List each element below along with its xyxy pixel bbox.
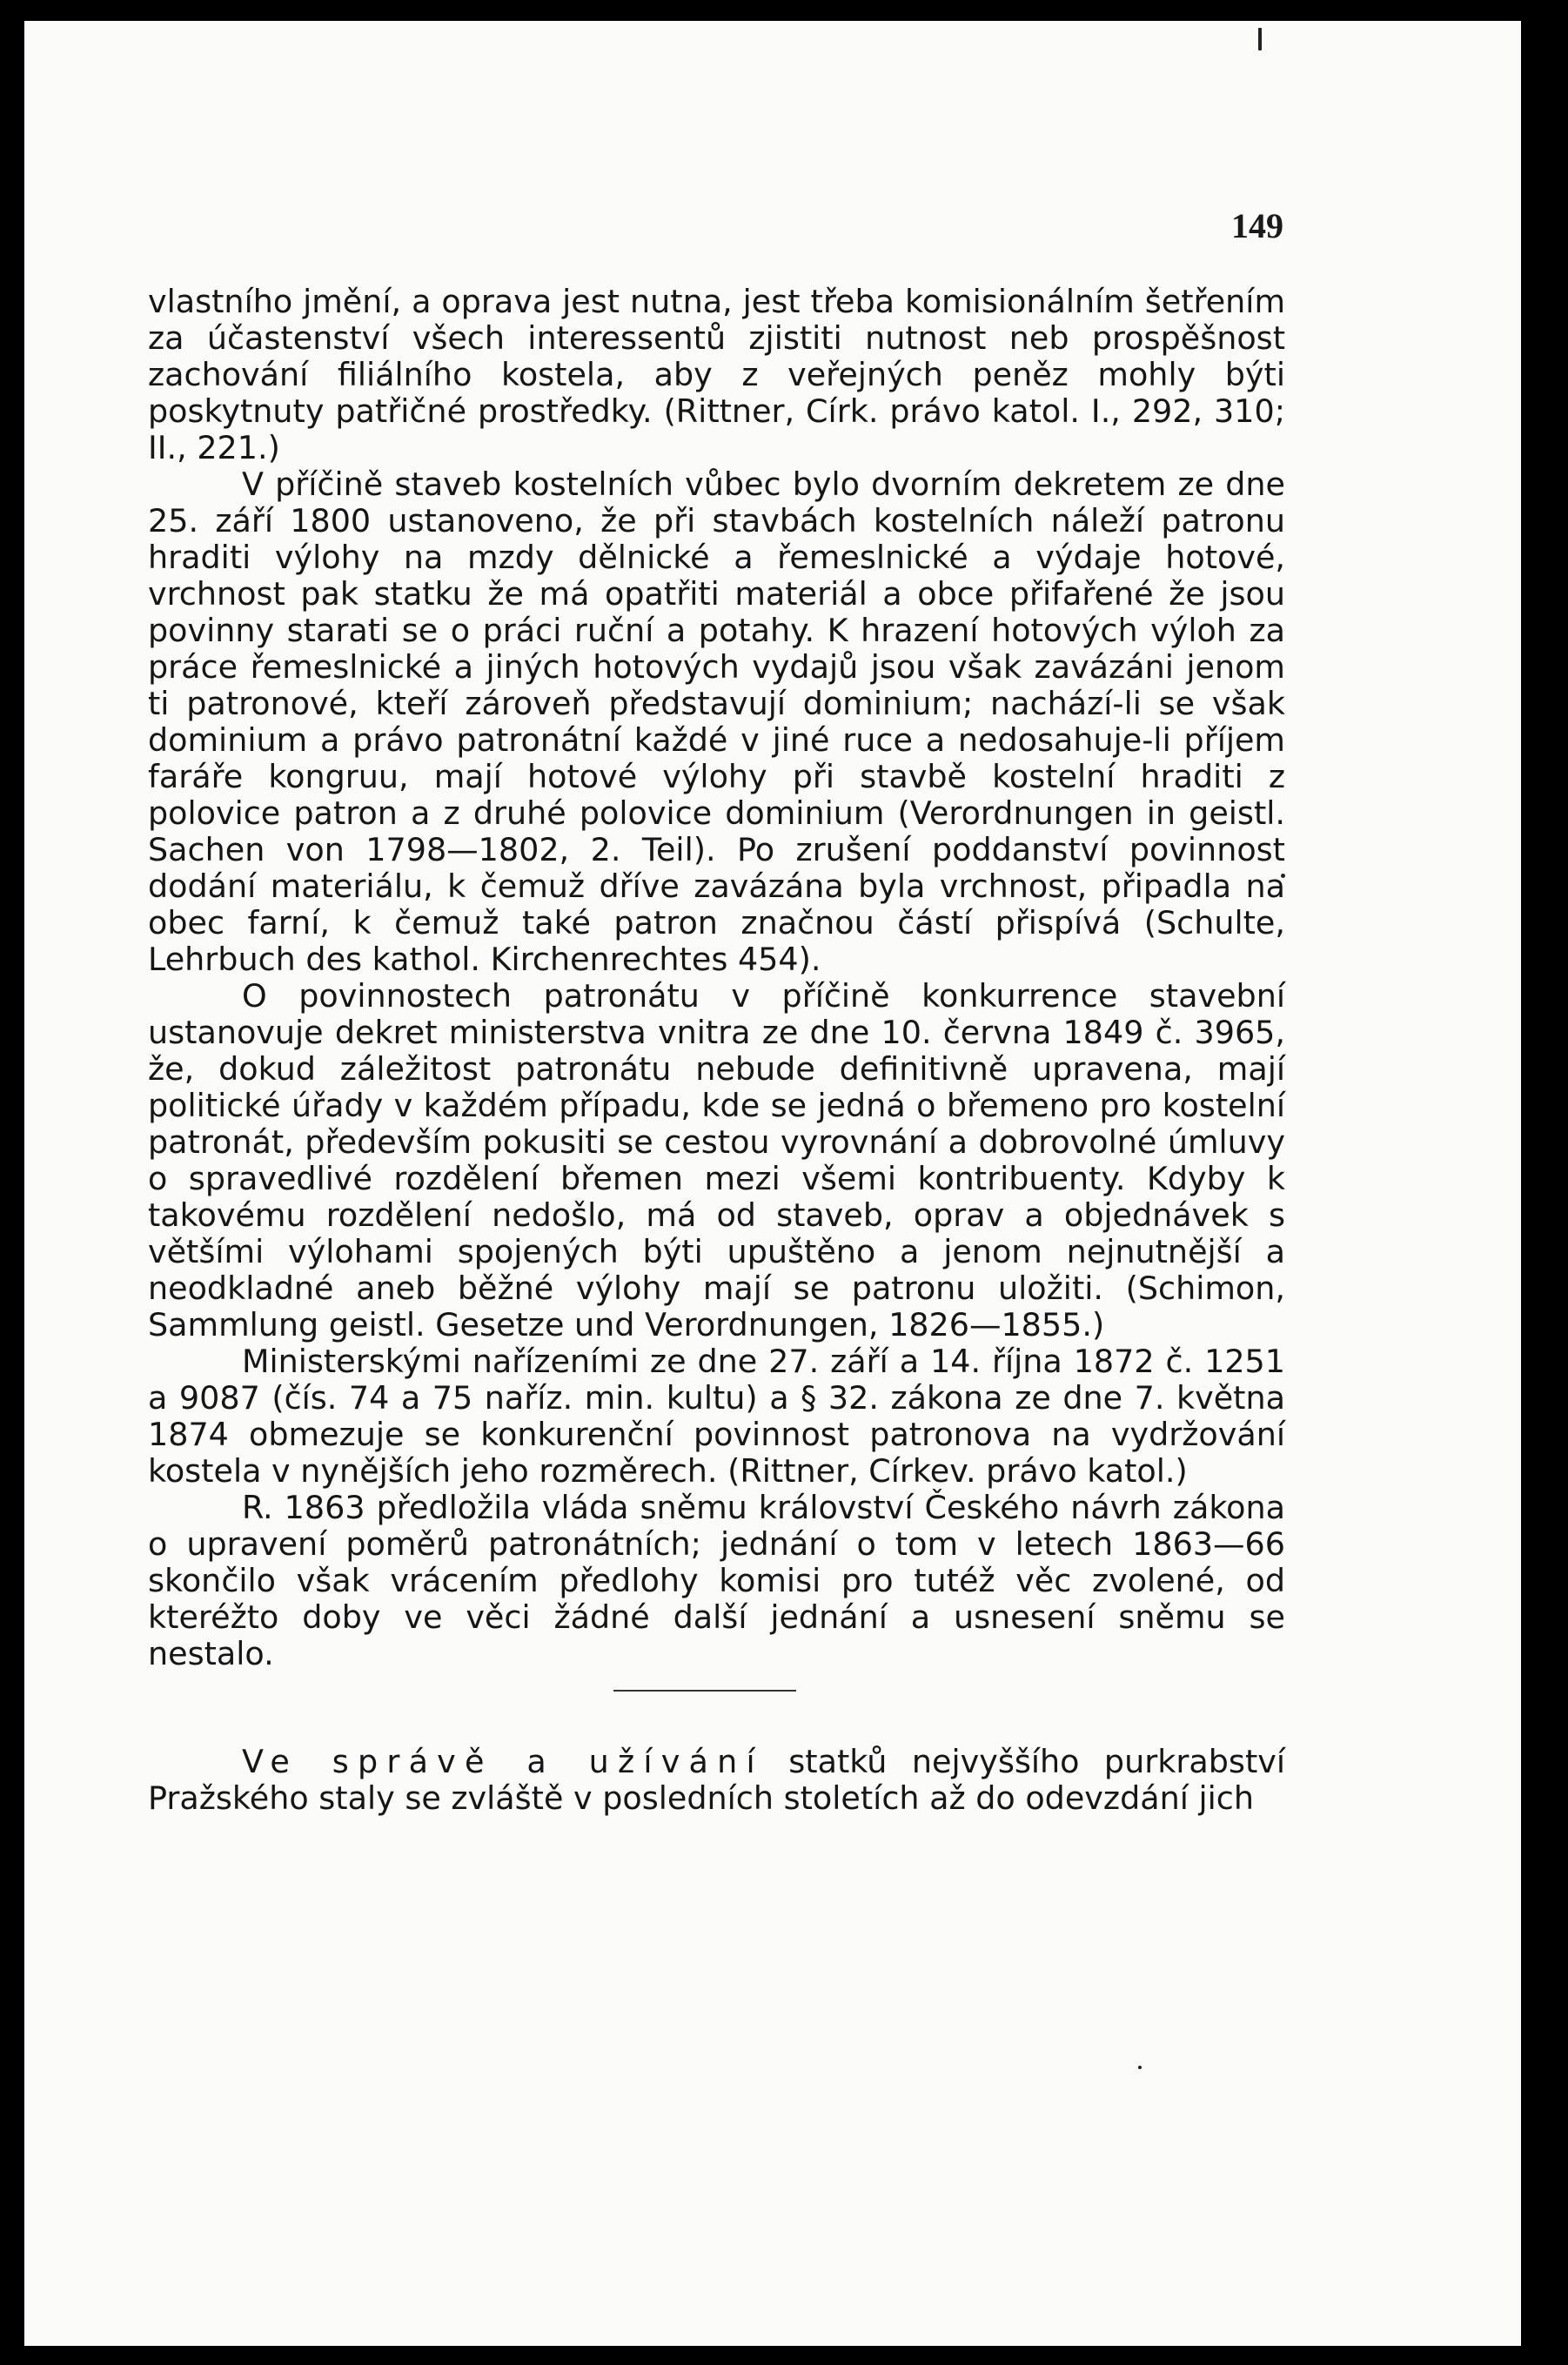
scan-speck [1138,2066,1142,2069]
section-separator [613,1690,796,1692]
paragraph-castle-estates-text: statků nejvyššího purkrabství Pražského staly se zvláště v posledních stoletích až do odevzdání jich [148,1743,1285,1817]
paragraph-church-construction: V příčině staveb kostelních vůbec bylo dvorním dekretem ze dne 25. září 1800 ustanoveno, že při stavbách kostelních náleží patronu hraditi výlohy na mzdy dělnické a řemeslnické a výdaje hotové, vrchnost pak statku že má opatřiti materiál a obce přifařené že jsou povinny starati se o práci ruční a potahy. K hrazení hotových výloh za práce řemeslnické a jiných hotových vydajů jsou však zavázáni jenom ti patronové, kteří zároveň představují dominium; nachází-li se však dominium a právo patronátní každé v jiné ruce a nedosahuje-li příjem faráře kongruu, mají hotové výlohy při stavbě kostelní hraditi z polovice patron a z druhé polovice dominium (Verordnungen in geistl. Sachen von 1798—1802, 2. Teil). Po zrušení poddanství povinnost dodání materiálu, k čemuž dříve zavázána byla vrchnost, připadla na obec farní, k čemuž také patron značnou částí přispívá (Schulte, Lehrbuch des kathol. Kirchenrechtes 454). [148,466,1285,978]
paragraph-ministerial-decrees: Ministerskými nařízeními ze dne 27. září a 14. října 1872 č. 1251 a 9087 (čís. 74 a 75 naříz. min. kultu) a § 32. zákona ze dne 7. května 1874 obmezuje se konkurenční povinnost patronova na vydržování kostela v nynějších jeho rozměrech. (Rittner, Církev. právo katol.) [148,1343,1285,1490]
paragraph-castle-estates [148,1744,1285,1817]
scan-speck [1258,28,1262,50]
paragraph-1863-proposal: R. 1863 předložila vláda sněmu království Českého návrh zákona o upravení poměrů patronátních; jednání o tom v letech 1863—66 skončilo však vrácením předlohy komisi pro tutéž věc zvolené, od kteréžto doby ve věci žádné další jednání a usnesení sněmu se nestalo. [148,1489,1285,1672]
book-page [24,21,1521,2346]
text-body [148,284,1285,1817]
page-number: 149 [1231,206,1283,245]
section-separator-wrap [148,1672,1285,1744]
paragraph-patronage-duties: O povinnostech patronátu v příčině konkurrence stavební ustanovuje dekret ministerstva vnitra ze dne 10. června 1849 č. 3965, že, dokud záležitost patronátu nebude definitivně upravena, mají politické úřady v každém případu, kde se jedná o břemeno pro kostelní patronát, především pokusiti se cestou vyrovnání a dobrovolné úmluvy o spravedlivé rozdělení břemen mezi všemi kontribuenty. Kdyby k takovému rozdělení nedošlo, má od staveb, oprav a objednávek s většími výlohami spojených býti upuštěno a jenom nejnutnější a neodkladné aneb běžné výlohy mají se patronu uložiti. (Schimon, Sammlung geistl. Gesetze und Verordnungen, 1826—1855.) [148,977,1285,1343]
spaced-emphasis: Ve správě a užívání [242,1743,764,1780]
paragraph-continuation: vlastního jmění, a oprava jest nutna, jest třeba komisionálním šetřením za účastenství všech interessentů zjistiti nutnost neb prospěšnost zachování filiálního kostela, aby z veřejných peněz mohly býti poskytnuty patřičné prostředky. (Rittner, Círk. právo katol. I., 292, 310; II., 221.) [148,283,1285,466]
